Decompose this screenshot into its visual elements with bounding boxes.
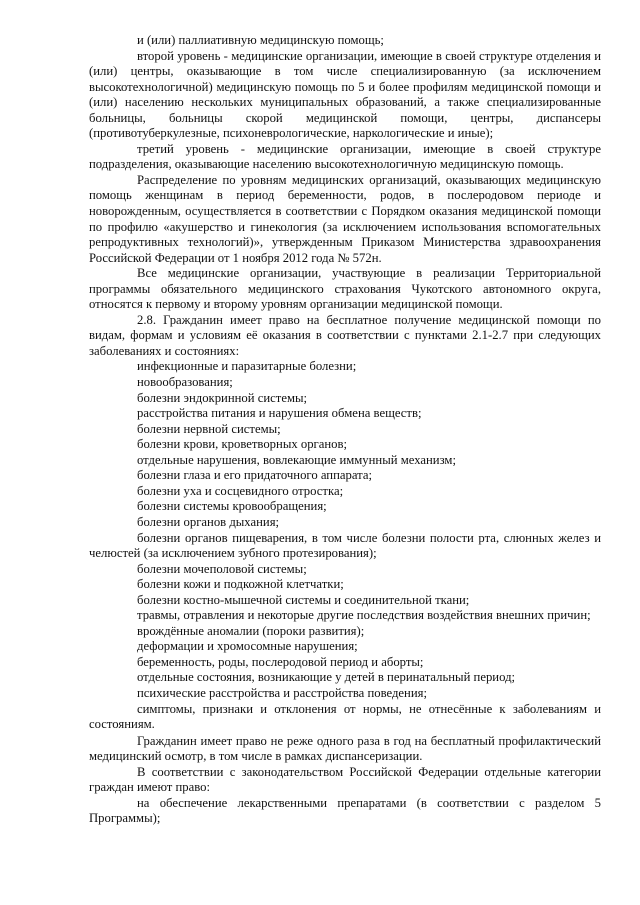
list-item: болезни костно-мышечной системы и соединительной ткани;	[137, 592, 470, 607]
paragraph-legislation: В соответствии с законодательством Российской Федерации отдельные категории граждан имеют право:	[89, 764, 601, 795]
paragraph-distribution: Распределение по уровням медицинских организаций, оказывающих медицинскую помощь женщинам в период беременности, родов, в послеродовом периоде и новорожденным, осуществляется в соответствии с Порядком оказания медицинской помощи по профилю «акушерство и гинекология (за исключением использования вспомогательных репродуктивных технологий)», утвержденным Приказом Министерства здравоохранения Российской Федерации от 1 ноября 2012 года № 572н.	[89, 172, 601, 265]
paragraph-drug-provision: на обеспечение лекарственными препаратами (в соответствии с разделом 5 Программы);	[89, 795, 601, 826]
list-item: болезни нервной системы;	[137, 421, 281, 436]
list-item: новообразования;	[137, 375, 233, 390]
list-item: болезни мочеполовой системы;	[137, 561, 307, 576]
list-item: болезни кожи и подкожной клетчатки;	[137, 577, 344, 592]
list-item: болезни системы кровообращения;	[137, 499, 327, 514]
paragraph-section-2-8: 2.8. Гражданин имеет право на бесплатное получение медицинской помощи по видам, формам и условиям её оказания в соответствии с пунктами 2.1-2.7 при следующих заболеваниях и состояниях:	[89, 312, 601, 358]
list-item: болезни эндокринной системы;	[137, 390, 308, 405]
list-item: болезни глаза и его придаточного аппарата;	[137, 468, 373, 483]
list-item: деформации и хромосомные нарушения;	[137, 639, 358, 654]
paragraph-third-level: третий уровень - медицинские организации, имеющие в своей структуре подразделения, оказывающие населению высокотехнологичную медицинскую помощь.	[89, 141, 601, 172]
text-line-palliative: и (или) паллиативную медицинскую помощь;	[137, 33, 384, 47]
document-page	[89, 33, 601, 827]
list-item: врождённые аномалии (пороки развития);	[137, 623, 365, 638]
list-item: болезни органов пищеварения, в том числе болезни полости рта, слюнных желез и челюстей (за исключением зубного протезирования);	[89, 530, 601, 561]
list-item: болезни крови, кроветворных органов;	[137, 437, 348, 452]
list-item: симптомы, признаки и отклонения от нормы, не отнесённые к заболеваниям и состояниям.	[89, 701, 601, 732]
list-item: расстройства питания и нарушения обмена веществ;	[137, 406, 422, 421]
paragraph-second-level: второй уровень - медицинские организации, имеющие в своей структуре отделения и (или) центры, оказывающие в том числе специализированную (за исключением высокотехнологичной) медицинскую помощь по 5 и более профилям медицинской помощи и (или) населению нескольких муниципальных образований, а также специализированные больницы, больницы скорой медицинской помощи, центры, диспансеры (противотуберкулезные, психоневрологические, наркологические и иные);	[89, 48, 601, 141]
list-item: отдельные состояния, возникающие у детей в перинатальный период;	[137, 670, 516, 685]
list-item: психические расстройства и расстройства поведения;	[137, 685, 427, 700]
list-item: беременность, роды, послеродовой период и аборты;	[137, 654, 424, 669]
list-item: травмы, отравления и некоторые другие последствия воздействия внешних причин;	[137, 608, 591, 623]
list-item: отдельные нарушения, вовлекающие иммунный механизм;	[137, 452, 456, 467]
paragraph-all-organizations: Все медицинские организации, участвующие в реализации Территориальной программы обязательного медицинского страхования Чукотского автономного округа, относятся к первому и второму уровням организации медицинской помощи.	[89, 266, 601, 312]
list-item: болезни органов дыхания;	[137, 514, 280, 529]
paragraph-preventive-exam: Гражданин имеет право не реже одного раза в год на бесплатный профилактический медицинский осмотр, в том числе в рамках диспансеризации.	[89, 733, 601, 764]
list-item: болезни уха и сосцевидного отростка;	[137, 483, 344, 498]
disease-list	[89, 359, 601, 732]
list-item: инфекционные и паразитарные болезни;	[137, 359, 357, 374]
